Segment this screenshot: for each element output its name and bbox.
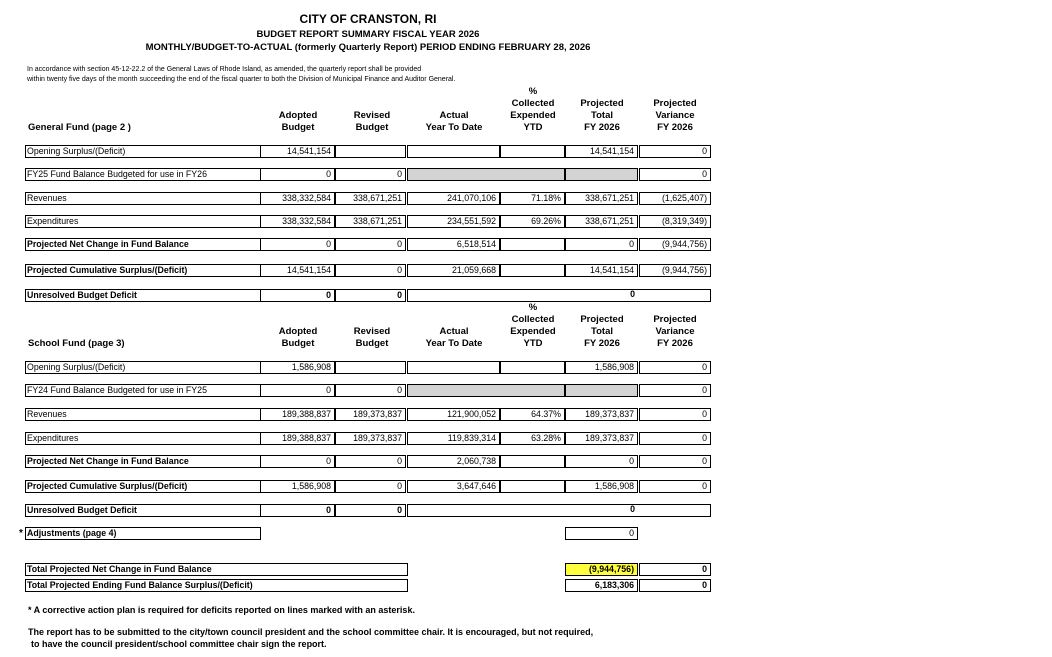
cell-gray-projected [565, 168, 638, 181]
cell-revised [335, 361, 406, 374]
total-net-change-projected: (9,944,756) [565, 563, 638, 576]
cell-projected: 0 [565, 238, 638, 251]
total-ending-balance-label: Total Projected Ending Fund Balance Surplus/(Deficit) [27, 580, 253, 590]
cell-actual: 6,518,514 [407, 238, 500, 251]
gf-header-variance-line: Variance [655, 110, 695, 121]
row-label: Revenues [27, 193, 67, 203]
cell-pct: 69.26% [500, 215, 565, 228]
cell-adopted: 0 [260, 504, 335, 517]
sf-header-revised [327, 326, 417, 350]
sf-header-projected-line: FY 2026 [584, 338, 620, 349]
gf-header-revised-line: Revised [353, 110, 391, 121]
row-label: Projected Net Change in Fund Balance [27, 456, 189, 466]
cell-projected: 338,671,251 [565, 192, 638, 205]
sf-header-variance [630, 314, 720, 350]
total-net-change-variance: 0 [639, 563, 711, 576]
cell-adopted: 189,388,837 [260, 432, 335, 445]
cell-variance: (9,944,756) [639, 238, 711, 251]
cell-adopted: 0 [260, 168, 335, 181]
general-fund-label: General Fund (page 2 ) [28, 122, 131, 133]
cell-revised: 0 [335, 289, 406, 302]
cell-variance: (8,319,349) [639, 215, 711, 228]
row-label: FY25 Fund Balance Budgeted for use in FY26 [27, 169, 207, 179]
cell-pct [500, 145, 565, 158]
gf-header-projected-line: Total [591, 110, 613, 121]
cell-pct [500, 361, 565, 374]
cell-revised [335, 145, 406, 158]
row-label: Projected Cumulative Surplus/(Deficit) [27, 265, 188, 275]
gf-header-actual [409, 110, 499, 134]
sf-header-pct-line: YTD [523, 338, 543, 349]
row-label: Revenues [27, 409, 67, 419]
cell-variance: 0 [639, 480, 711, 493]
cell-projected: 338,671,251 [565, 215, 638, 228]
school-fund-label: School Fund (page 3) [28, 338, 125, 349]
total-net-change-label: Total Projected Net Change in Fund Balance [27, 564, 212, 574]
adjustments-projected: 0 [565, 527, 638, 540]
sf-header-variance-line: Projected [653, 314, 697, 325]
cell-pct [500, 238, 565, 251]
cell-gray-projected [565, 384, 638, 397]
row-label: Expenditures [27, 216, 79, 226]
cell-actual: 241,070,106 [407, 192, 500, 205]
gf-header-pct-line: Collected [511, 98, 555, 109]
gf-header-adopted-line: Budget [281, 122, 315, 133]
intro-text [27, 65, 587, 85]
sf-header-revised-line: Revised [353, 326, 391, 337]
cell-pct: 64.37% [500, 408, 565, 421]
adjustments-label: Adjustments (page 4) [27, 528, 117, 538]
report-title: CITY OF CRANSTON, RI [299, 12, 437, 26]
cell-projected: 189,373,837 [565, 408, 638, 421]
sf-header-pct-line: Expended [510, 326, 556, 337]
sf-header-pct-line: % [528, 302, 538, 313]
cell-adopted: 14,541,154 [260, 145, 335, 158]
cell-actual [407, 145, 500, 158]
cell-variance: (9,944,756) [639, 264, 711, 277]
cell-revised: 189,373,837 [335, 408, 406, 421]
cell-variance: 0 [639, 432, 711, 445]
cell-projected: 14,541,154 [565, 264, 638, 277]
cell-pct [500, 455, 565, 468]
row-label: Unresolved Budget Deficit [27, 290, 137, 300]
total-ending-balance-variance: 0 [639, 579, 711, 592]
sf-header-revised-line: Budget [355, 338, 389, 349]
total-ending-balance-projected: 6,183,306 [565, 579, 638, 592]
gf-header-actual-line: Year To Date [425, 122, 483, 133]
cell-projected: 1,586,908 [565, 361, 638, 374]
sf-header-adopted-line: Adopted [278, 326, 318, 337]
cell-variance: 0 [639, 145, 711, 158]
gf-header-projected-line: FY 2026 [584, 122, 620, 133]
cell-gray-actual [407, 168, 565, 181]
gf-header-pct-line: Expended [510, 110, 556, 121]
row-label: Expenditures [27, 433, 79, 443]
cell-actual: 3,647,646 [407, 480, 500, 493]
cell-pct: 71.18% [500, 192, 565, 205]
cell-gray-actual [407, 384, 565, 397]
cell-projected: 0 [630, 504, 635, 514]
cell-revised: 338,671,251 [335, 192, 406, 205]
cell-adopted: 189,388,837 [260, 408, 335, 421]
submission-note-line-1: The report has to be submitted to the city/town council president and the school committee chair. It is encouraged, but not required, [28, 627, 594, 637]
cell-revised: 0 [335, 238, 406, 251]
merged-cell [407, 289, 711, 302]
cell-revised: 0 [335, 504, 406, 517]
cell-variance: 0 [639, 455, 711, 468]
cell-adopted: 1,586,908 [260, 480, 335, 493]
cell-revised: 0 [335, 480, 406, 493]
cell-adopted: 0 [260, 238, 335, 251]
cell-projected: 0 [565, 455, 638, 468]
sf-header-adopted-line: Budget [281, 338, 315, 349]
gf-header-revised-line: Budget [355, 122, 389, 133]
cell-adopted: 0 [260, 289, 335, 302]
cell-pct [500, 480, 565, 493]
sf-header-actual-line: Year To Date [425, 338, 483, 349]
row-label: FY24 Fund Balance Budgeted for use in FY25 [27, 385, 207, 395]
intro-line-1: In accordance with section 45-12-22.2 of the General Laws of Rhode Island, as amended, the quarterly report shall be provided [27, 66, 422, 73]
row-label: Projected Cumulative Surplus/(Deficit) [27, 481, 188, 491]
gf-header-pct-line: YTD [523, 122, 543, 133]
row-label: Unresolved Budget Deficit [27, 505, 137, 515]
cell-variance: 0 [639, 168, 711, 181]
sf-header-actual-line: Actual [439, 326, 469, 337]
cell-adopted: 1,586,908 [260, 361, 335, 374]
gf-header-variance-line: FY 2026 [657, 122, 693, 133]
cell-revised: 0 [335, 264, 406, 277]
asterisk-footnote: * A corrective action plan is required for deficits reported on lines marked with an asterisk. [28, 605, 415, 615]
cell-adopted: 338,332,584 [260, 192, 335, 205]
sf-header-actual [409, 326, 499, 350]
gf-header-projected-line: Projected [580, 98, 624, 109]
cell-revised: 0 [335, 384, 406, 397]
intro-line-2: within twenty five days of the month succeeding the end of the fiscal quarter to both the Division of Municipal Finance and Auditor General. [27, 76, 456, 83]
cell-actual: 21,059,668 [407, 264, 500, 277]
gf-header-variance-line: Projected [653, 98, 697, 109]
cell-adopted: 0 [260, 384, 335, 397]
sf-header-variance-line: FY 2026 [657, 338, 693, 349]
row-label: Projected Net Change in Fund Balance [27, 239, 189, 249]
cell-actual [407, 361, 500, 374]
row-label: Opening Surplus/(Deficit) [27, 362, 126, 372]
sf-header-pct-line: Collected [511, 314, 555, 325]
cell-variance: 0 [639, 408, 711, 421]
cell-actual: 234,551,592 [407, 215, 500, 228]
gf-header-actual-line: Actual [439, 110, 469, 121]
gf-header-adopted-line: Adopted [278, 110, 318, 121]
cell-pct [500, 264, 565, 277]
cell-variance: 0 [639, 361, 711, 374]
cell-adopted: 338,332,584 [260, 215, 335, 228]
sf-header-projected-line: Projected [580, 314, 624, 325]
cell-revised: 338,671,251 [335, 215, 406, 228]
report-subtitle: BUDGET REPORT SUMMARY FISCAL YEAR 2026 [256, 29, 480, 40]
cell-projected: 1,586,908 [565, 480, 638, 493]
cell-pct: 63.28% [500, 432, 565, 445]
sf-header-projected-line: Total [591, 326, 613, 337]
cell-actual: 2,060,738 [407, 455, 500, 468]
cell-adopted: 0 [260, 455, 335, 468]
cell-adopted: 14,541,154 [260, 264, 335, 277]
submission-note-line-2: to have the council president/school committee chair sign the report. [31, 639, 327, 649]
cell-actual: 121,900,052 [407, 408, 500, 421]
cell-revised: 0 [335, 455, 406, 468]
cell-revised: 0 [335, 168, 406, 181]
cell-variance: (1,625,407) [639, 192, 711, 205]
asterisk-marker: * [19, 528, 23, 539]
report-period: MONTHLY/BUDGET-TO-ACTUAL (formerly Quarterly Report) PERIOD ENDING FEBRUARY 28, 2026 [145, 42, 591, 53]
cell-projected: 0 [630, 289, 635, 299]
merged-cell [407, 504, 711, 517]
cell-projected: 14,541,154 [565, 145, 638, 158]
gf-header-variance [630, 98, 720, 134]
gf-header-revised [327, 110, 417, 134]
sf-header-variance-line: Variance [655, 326, 695, 337]
cell-revised: 189,373,837 [335, 432, 406, 445]
cell-projected: 189,373,837 [565, 432, 638, 445]
cell-variance: 0 [639, 384, 711, 397]
row-label: Opening Surplus/(Deficit) [27, 146, 126, 156]
gf-header-pct-line: % [528, 86, 538, 97]
cell-actual: 119,839,314 [407, 432, 500, 445]
